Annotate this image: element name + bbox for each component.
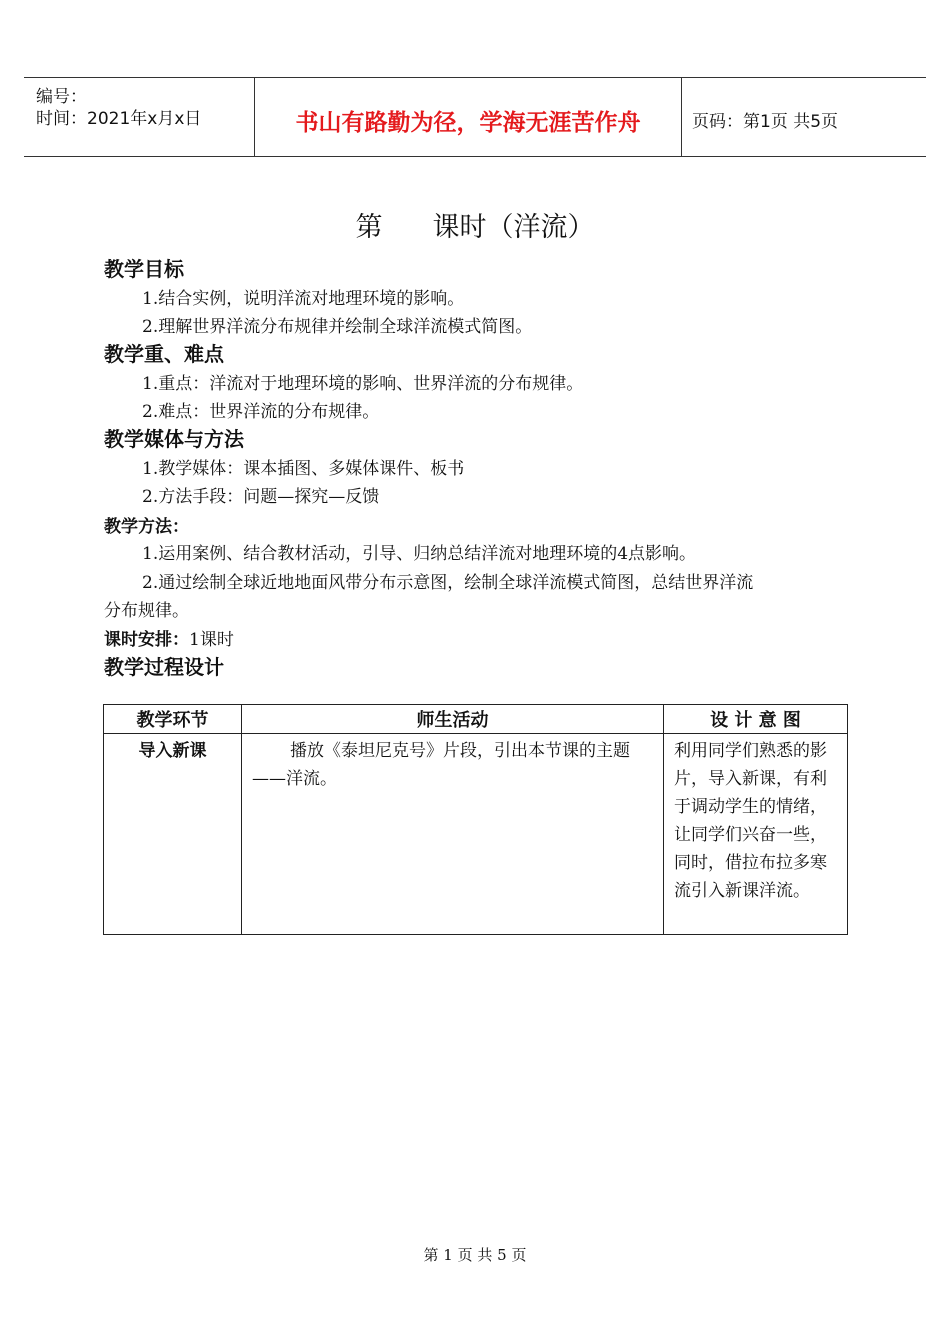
key-point-1: 1.重点：洋流对于地理环境的影响、世界洋流的分布规律。 xyxy=(142,374,584,394)
page-header xyxy=(24,77,926,157)
method-item-1: 1.运用案例、结合教材活动，引导、归纳总结洋流对地理环境的4点影响。 xyxy=(142,544,697,564)
header-page-cell xyxy=(680,78,926,156)
table-row xyxy=(104,734,848,935)
goal-item-1: 1.结合实例，说明洋流对地理环境的影响。 xyxy=(142,289,465,309)
key-points-heading: 教学重、难点 xyxy=(104,342,224,366)
doc-time: 时间：2021年x月x日 xyxy=(36,109,202,129)
table-header-row xyxy=(104,705,848,734)
media-item-2: 2.方法手段：问题—探究—反馈 xyxy=(142,487,380,507)
page-footer: 第 1 页 共 5 页 xyxy=(423,1246,527,1264)
schedule-label: 课时安排： xyxy=(104,630,189,650)
header-motto: 书山有路勤为径，学海无涯苦作舟 xyxy=(295,110,641,136)
schedule-line xyxy=(104,625,234,650)
doc-number-label: 编号： xyxy=(36,87,87,107)
schedule-value: 1课时 xyxy=(189,630,234,650)
key-point-2: 2.难点：世界洋流的分布规律。 xyxy=(142,402,380,422)
method-item-2-line-2: 分布规律。 xyxy=(104,601,189,621)
header-page-info: 页码：第1页 共5页 xyxy=(692,112,839,132)
title-prefix: 第 xyxy=(355,212,383,243)
process-table xyxy=(103,704,848,935)
method-item-2-line-1: 2.通过绘制全球近地地面风带分布示意图，绘制全球洋流模式简图，总结世界洋流 xyxy=(142,573,754,593)
table-header-intent: 设 计 意 图 xyxy=(664,705,848,734)
table-header-activity: 师生活动 xyxy=(242,705,664,734)
table-cell-intent: 利用同学们熟悉的影片，导入新课，有利于调动学生的情绪，让同学们兴奋一些，同时，借拉布拉多寒流引入新课洋流。 xyxy=(664,734,848,935)
page-title xyxy=(0,205,950,244)
media-heading: 教学媒体与方法 xyxy=(104,427,244,451)
media-item-1: 1.教学媒体：课本插图、多媒体课件、板书 xyxy=(142,459,465,479)
header-meta-cell xyxy=(24,78,254,156)
table-header-stage: 教学环节 xyxy=(104,705,242,734)
table-cell-stage: 导入新课 xyxy=(104,734,242,935)
title-suffix: 课时（洋流） xyxy=(432,212,595,243)
process-heading: 教学过程设计 xyxy=(104,655,224,679)
table-cell-activity: 播放《泰坦尼克号》片段，引出本节课的主题——洋流。 xyxy=(242,734,664,935)
goals-heading: 教学目标 xyxy=(104,257,184,281)
method-heading: 教学方法： xyxy=(104,517,189,537)
goal-item-2: 2.理解世界洋流分布规律并绘制全球洋流模式简图。 xyxy=(142,317,533,337)
header-motto-cell xyxy=(254,78,682,156)
